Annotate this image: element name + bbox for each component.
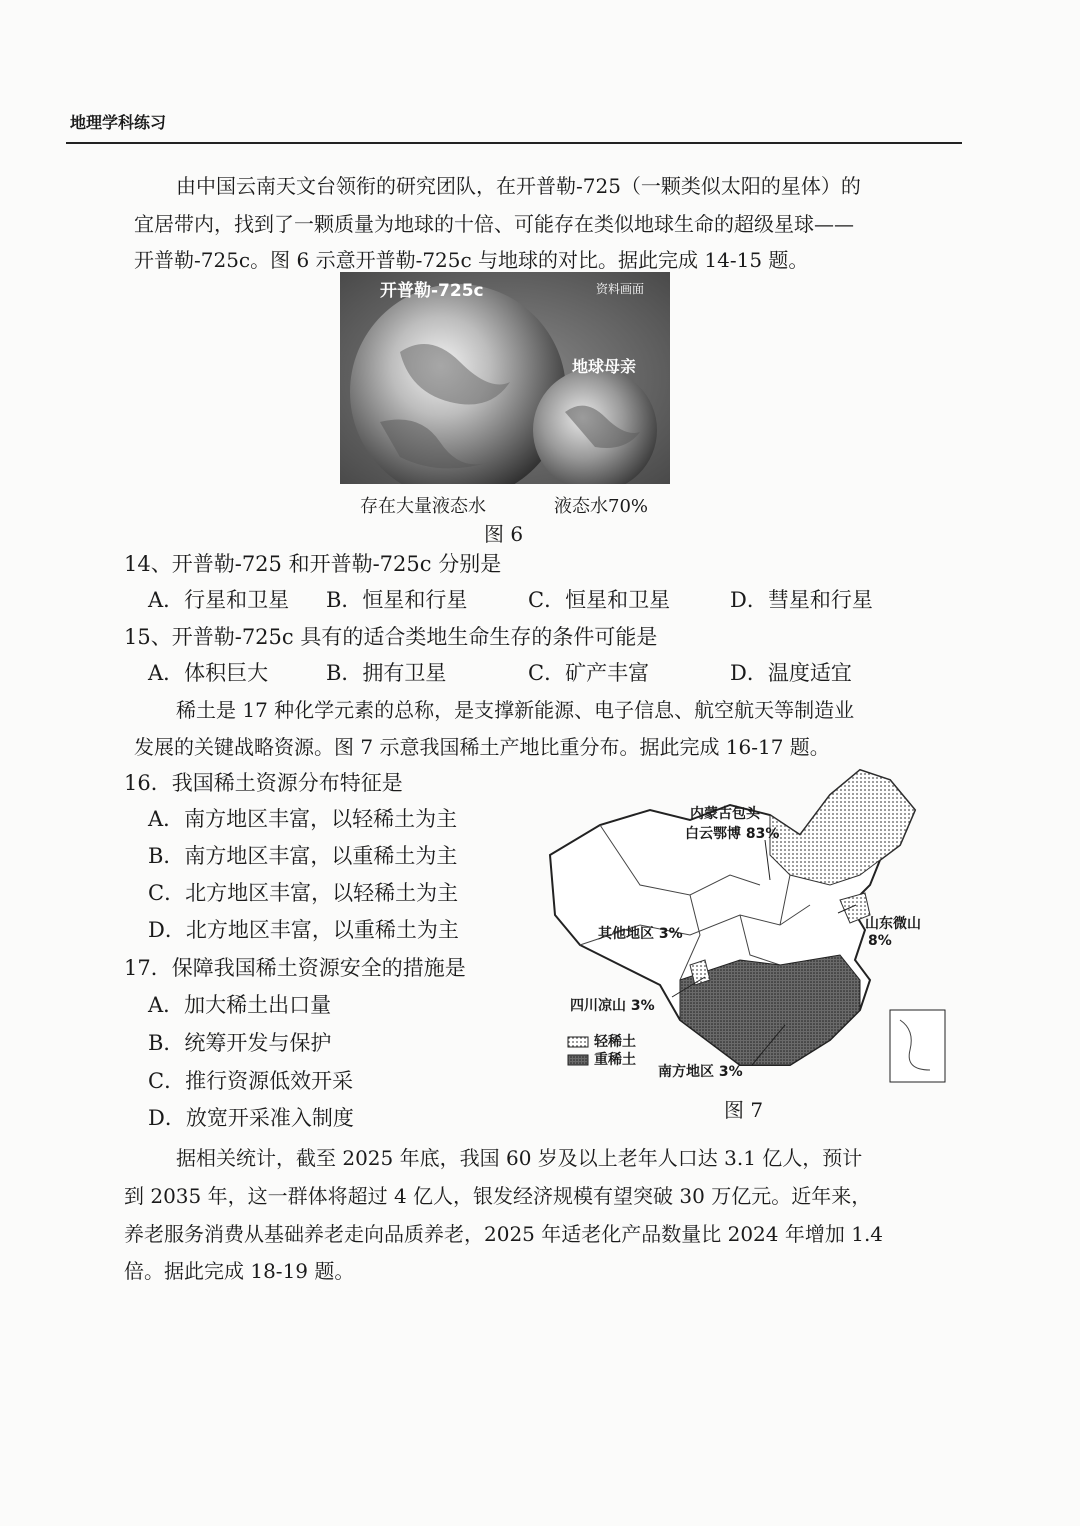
q17-option-d: D．放宽开采准入制度 (148, 1106, 354, 1130)
figure6-label: 图 6 (484, 522, 524, 546)
legend-heavy-label: 重稀土 (594, 1052, 636, 1068)
q14-option-b: B．恒星和行星 (326, 588, 468, 612)
map-label-inner-mongolia-pct: 白云鄂博 83% (685, 826, 780, 842)
question-17-stem: 17．保障我国稀土资源安全的措施是 (124, 956, 466, 980)
q17-option-a: A．加大稀土出口量 (148, 993, 332, 1017)
question-14-stem: 14、开普勒-725 和开普勒-725c 分别是 (124, 552, 502, 576)
passage-line: 开普勒-725c。图 6 示意开普勒-725c 与地球的对比。据此完成 14-15 题。 (134, 248, 809, 272)
page-header-title: 地理学科练习 (70, 113, 167, 132)
q16-option-a: A．南方地区丰富，以轻稀土为主 (148, 807, 458, 831)
q14-option-d: D．彗星和行星 (730, 588, 873, 612)
legend-light-swatch (568, 1037, 588, 1047)
map-label-other: 其他地区 3% (598, 926, 683, 942)
legend-heavy-swatch (568, 1055, 588, 1065)
photo-earth-overlay: 地球母亲 (572, 357, 637, 376)
map-label-sichuan: 四川凉山 3% (570, 998, 655, 1014)
figure7-label: 图 7 (724, 1098, 764, 1122)
passage-line: 倍。据此完成 18-19 题。 (124, 1259, 355, 1283)
figure7-map (540, 765, 950, 1095)
figure6-photo (340, 272, 670, 484)
header-divider (66, 142, 962, 144)
q17-option-b: B．统筹开发与保护 (148, 1031, 332, 1055)
map-label-shandong: 山东微山 (865, 916, 921, 932)
figure6-left-caption: 存在大量液态水 (360, 496, 486, 517)
question-16-stem: 16．我国稀土资源分布特征是 (124, 771, 403, 795)
figure6-right-caption: 液态水70% (554, 496, 649, 517)
map-label-shandong-pct: 8% (868, 933, 892, 949)
photo-tag-overlay: 资料画面 (596, 282, 645, 296)
passage-line: 养老服务消费从基础养老走向品质养老，2025 年适老化产品数量比 2024 年增加 1.4 (124, 1222, 884, 1246)
passage-line: 到 2035 年，这一群体将超过 4 亿人，银发经济规模有望突破 30 万亿元。近年来， (124, 1184, 872, 1208)
q15-option-a: A．体积巨大 (148, 661, 269, 685)
passage-line: 发展的关键战略资源。图 7 示意我国稀土产地比重分布。据此完成 16-17 题。 (134, 735, 830, 759)
map-label-south: 南方地区 3% (658, 1064, 743, 1080)
passage-line: 宜居带内，找到了一颗质量为地球的十倍、可能存在类似地球生命的超级星球—— (134, 212, 854, 236)
q15-option-b: B．拥有卫星 (326, 661, 447, 685)
q16-option-d: D．北方地区丰富，以重稀土为主 (148, 918, 459, 942)
q15-option-c: C．矿产丰富 (528, 661, 650, 685)
q17-option-c: C．推行资源低效开采 (148, 1069, 354, 1093)
planets-illustration (340, 272, 670, 484)
passage-line: 稀土是 17 种化学元素的总称，是支撑新能源、电子信息、航空航天等制造业 (176, 698, 855, 722)
q15-option-d: D．温度适宜 (730, 661, 852, 685)
legend-light-label: 轻稀土 (594, 1034, 636, 1050)
map-label-inner-mongolia: 内蒙古包头 (690, 806, 760, 822)
q16-option-c: C．北方地区丰富，以轻稀土为主 (148, 881, 459, 905)
question-15-stem: 15、开普勒-725c 具有的适合类地生命生存的条件可能是 (124, 625, 658, 649)
q16-option-b: B．南方地区丰富，以重稀土为主 (148, 844, 458, 868)
passage-line: 由中国云南天文台领衔的研究团队，在开普勒-725（一颗类似太阳的星体）的 (176, 174, 861, 198)
q14-option-a: A．行星和卫星 (148, 588, 290, 612)
photo-title-overlay: 开普勒-725c (380, 281, 484, 301)
passage-line: 据相关统计，截至 2025 年底，我国 60 岁及以上老年人口达 3.1 亿人，预计 (176, 1146, 863, 1170)
q14-option-c: C．恒星和卫星 (528, 588, 671, 612)
